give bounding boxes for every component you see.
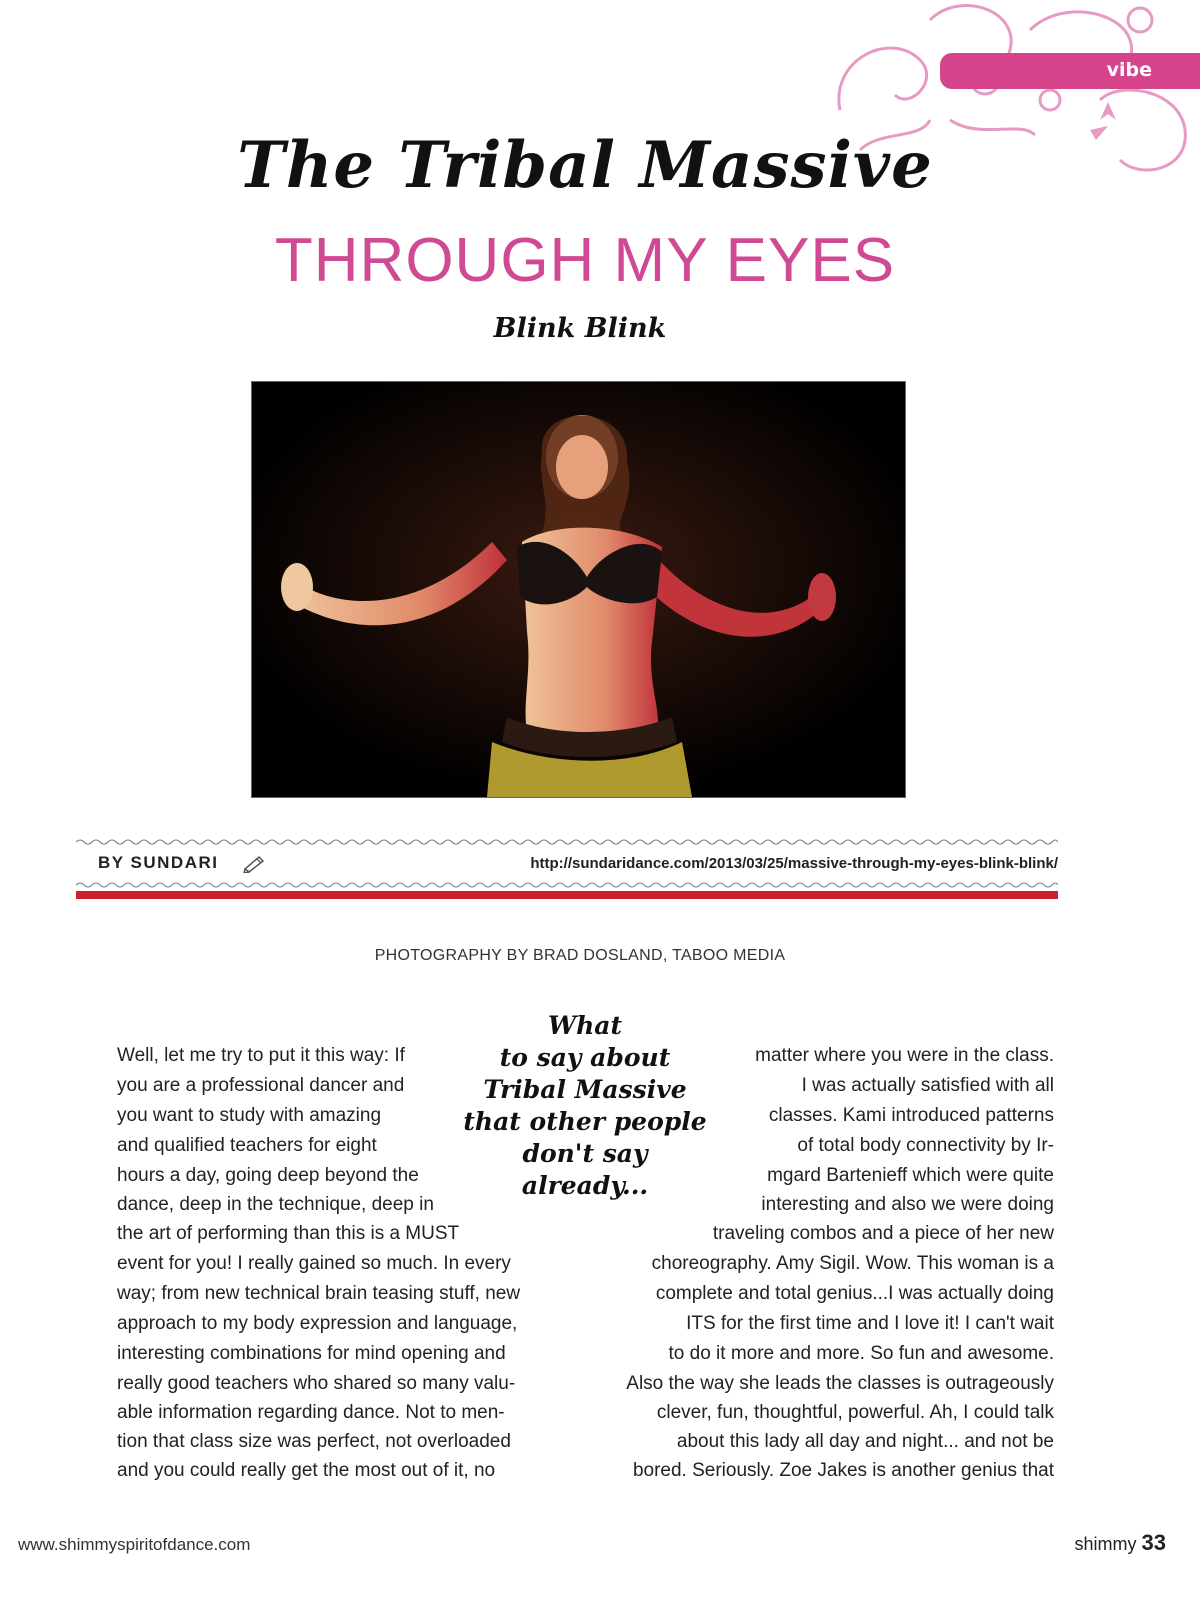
body-line: of total body connectivity by Ir-	[797, 1135, 1054, 1156]
pull-quote-line: already...	[521, 1171, 649, 1200]
body-line: event for you! I really gained so much. In every	[117, 1253, 511, 1274]
body-line: tion that class size was perfect, not overloaded	[117, 1431, 511, 1452]
body-line: I was actually satisfied with all	[801, 1075, 1054, 1096]
dancer-photo	[251, 381, 906, 798]
wavy-divider-bottom	[76, 881, 1058, 889]
footer-page	[1075, 1530, 1167, 1556]
section-label: vibe	[1106, 59, 1152, 81]
body-line: the art of performing than this is a MUST	[117, 1223, 460, 1244]
footer-page-number: 33	[1141, 1530, 1166, 1555]
wavy-divider-top	[76, 838, 1058, 846]
body-line: mgard Bartenieff which were quite	[767, 1165, 1054, 1186]
body-line: classes. Kami introduced patterns	[768, 1105, 1054, 1126]
photo-credit: PHOTOGRAPHY BY BRAD DOSLAND, TABOO MEDIA	[374, 947, 786, 964]
body-line: dance, deep in the technique, deep in	[117, 1194, 434, 1215]
pull-quote-line: that other people	[463, 1107, 707, 1136]
body-line: really good teachers who shared so many valu-	[117, 1373, 516, 1394]
section-tab	[940, 53, 1200, 89]
pull-quote-line: Tribal Massive	[483, 1075, 687, 1104]
article-title: The Tribal Massive	[237, 128, 933, 203]
article-kicker: Blink Blink	[493, 313, 667, 344]
body-line: bored. Seriously. Zoe Jakes is another genius that	[632, 1460, 1054, 1481]
body-line: matter where you were in the class.	[755, 1045, 1054, 1066]
footer-magazine-name: shimmy	[1074, 1534, 1137, 1554]
body-line: interesting and also we were doing	[761, 1194, 1054, 1215]
body-line: and qualified teachers for eight	[117, 1135, 377, 1156]
body-line: able information regarding dance. Not to men-	[117, 1402, 505, 1423]
body-line: about this lady all day and night... and not be	[676, 1431, 1054, 1452]
author-byline: BY SUNDARI	[98, 853, 219, 872]
article-subtitle: THROUGH MY EYES	[274, 226, 896, 295]
article-url-link[interactable]: http://sundaridance.com/2013/03/25/massive-through-my-eyes-blink-blink/	[530, 855, 1058, 872]
footer-website: www.shimmyspiritofdance.com	[18, 1535, 251, 1554]
body-line: interesting combinations for mind opening and	[117, 1343, 506, 1364]
body-line: hours a day, going deep beyond the	[117, 1165, 419, 1186]
pencil-icon	[242, 853, 266, 873]
pull-quote	[455, 1010, 715, 1202]
body-line: Also the way she leads the classes is outrageously	[626, 1373, 1054, 1394]
body-line: clever, fun, thoughtful, powerful. Ah, I could talk	[656, 1402, 1054, 1423]
body-line: choreography. Amy Sigil. Wow. This woman is a	[651, 1253, 1054, 1274]
pull-quote-line: What	[548, 1011, 622, 1040]
body-line: complete and total genius...I was actually doing	[655, 1283, 1054, 1304]
body-line: traveling combos and a piece of her new	[712, 1223, 1054, 1244]
body-line: you are a professional dancer and	[117, 1075, 405, 1096]
red-rule	[76, 891, 1058, 899]
body-line: way; from new technical brain teasing stuff, new	[117, 1283, 521, 1304]
pull-quote-line: don't say	[522, 1139, 648, 1168]
body-line: approach to my body expression and language,	[117, 1313, 518, 1334]
body-line: Well, let me try to put it this way: If	[117, 1045, 405, 1066]
body-line: ITS for the first time and I love it! I can't wait	[686, 1313, 1054, 1334]
body-line: and you could really get the most out of it, no	[117, 1460, 496, 1481]
body-line: you want to study with amazing	[117, 1105, 382, 1126]
body-line: to do it more and more. So fun and awesome.	[668, 1343, 1054, 1364]
pull-quote-line: to say about	[499, 1043, 671, 1072]
